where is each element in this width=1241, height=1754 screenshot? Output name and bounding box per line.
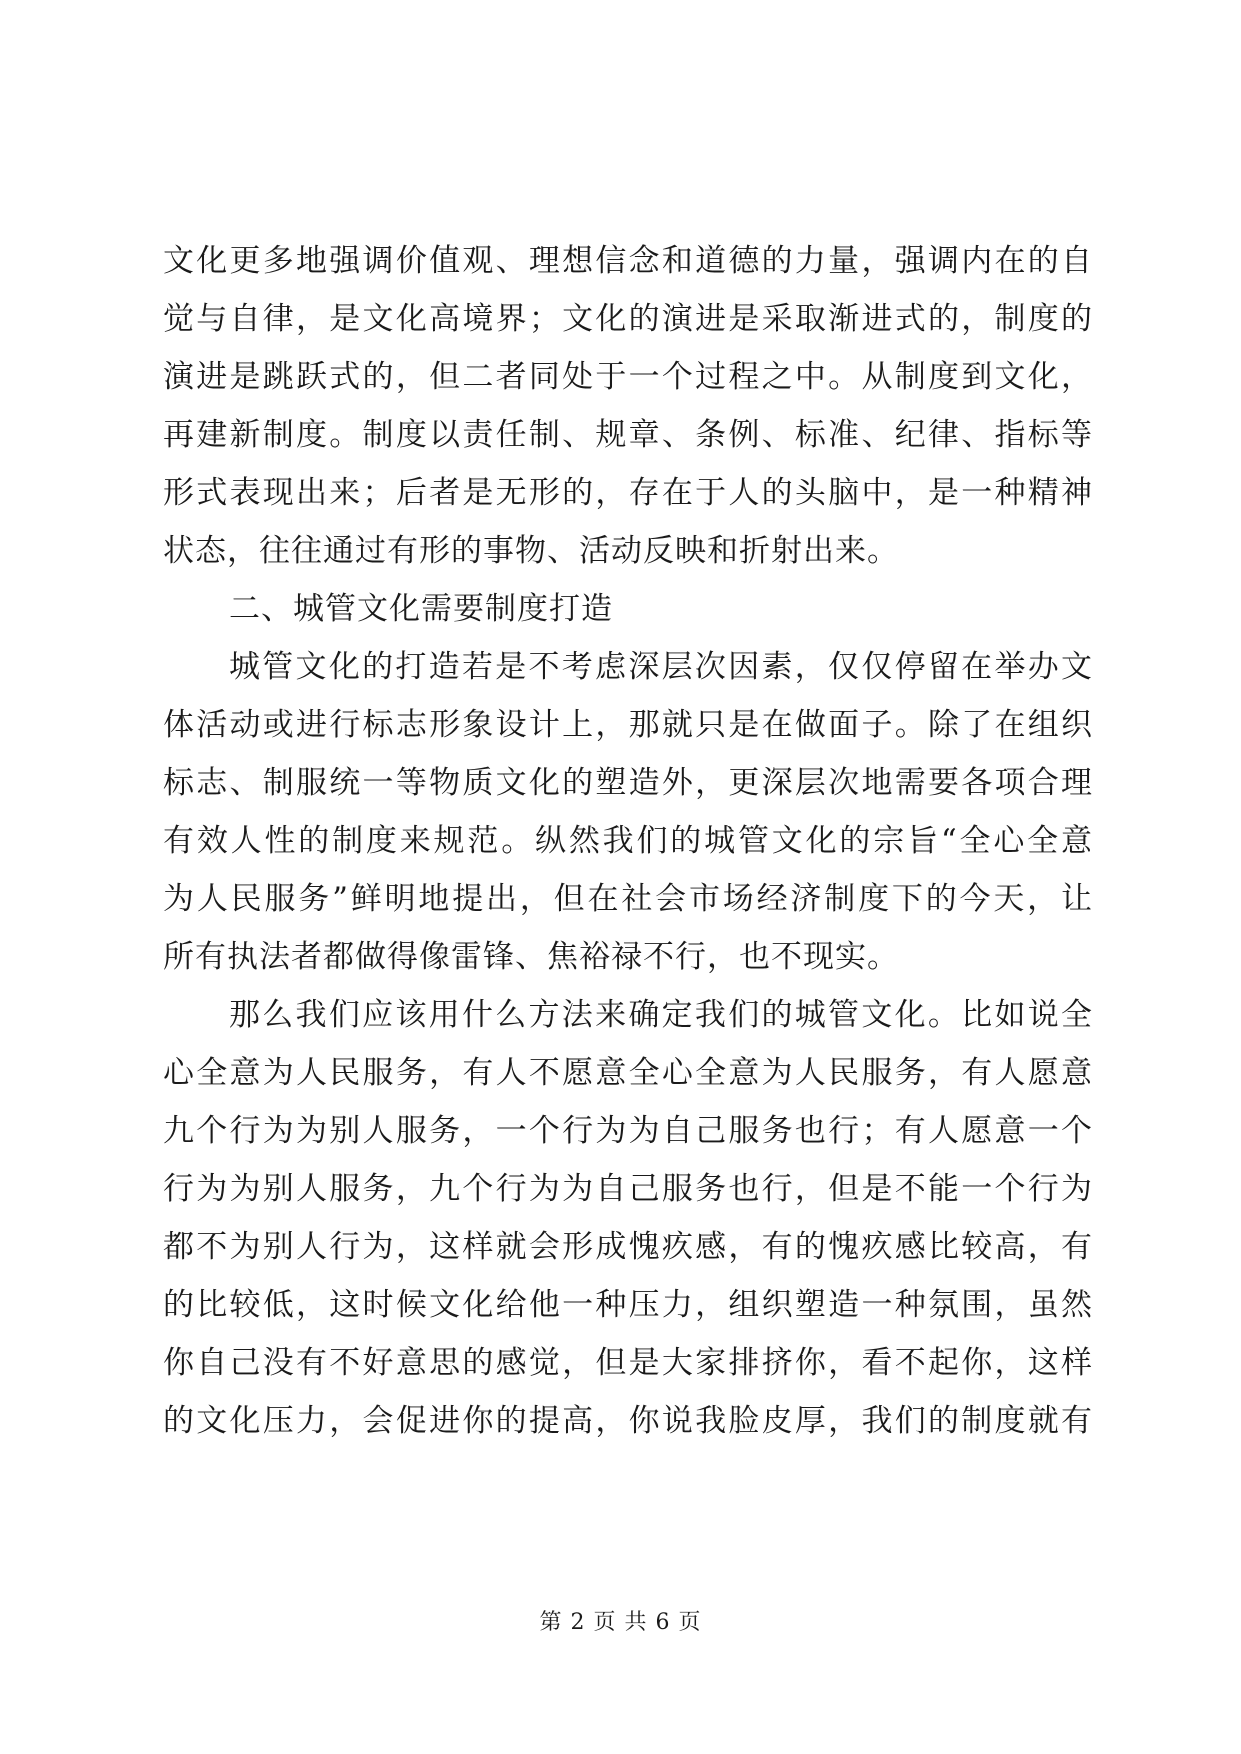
body-text	[163, 232, 1093, 1450]
text-line: 体活动或进行标志形象设计上，那就只是在做面子。除了在组织	[163, 707, 1093, 743]
text-line: 城管文化的打造若是不考虑深层次因素，仅仅停留在举办文	[229, 649, 1093, 685]
text-line: 那么我们应该用什么方法来确定我们的城管文化。比如说全	[229, 997, 1093, 1033]
text-line: 文化更多地强调价值观、理想信念和道德的力量，强调内在的自	[163, 243, 1093, 279]
text-line: 觉与自律，是文化高境界；文化的演进是采取渐进式的，制度的	[163, 301, 1093, 337]
text-line: 九个行为为别人服务，一个行为为自己服务也行；有人愿意一个	[163, 1113, 1093, 1149]
text-line: 的比较低，这时候文化给他一种压力，组织塑造一种氛围，虽然	[163, 1287, 1093, 1323]
page-number-footer: 第 2 页 共 6 页	[539, 1610, 702, 1635]
text-line: 心全意为人民服务，有人不愿意全心全意为人民服务，有人愿意	[163, 1055, 1093, 1091]
text-line: 你自己没有不好意思的感觉，但是大家排挤你，看不起你，这样	[163, 1345, 1093, 1381]
text-line: 形式表现出来；后者是无形的，存在于人的头脑中，是一种精神	[163, 475, 1093, 511]
text-line: 为人民服务”鲜明地提出，但在社会市场经济制度下的今天，让	[163, 881, 1093, 917]
text-line: 所有执法者都做得像雷锋、焦裕禄不行，也不现实。	[163, 939, 899, 975]
text-line: 都不为别人行为，这样就会形成愧疚感，有的愧疚感比较高，有	[163, 1229, 1093, 1265]
text-line: 再建新制度。制度以责任制、规章、条例、标准、纪律、指标等	[163, 417, 1093, 453]
text-line: 标志、制服统一等物质文化的塑造外，更深层次地需要各项合理	[163, 765, 1093, 801]
section-heading: 二、城管文化需要制度打造	[229, 591, 613, 627]
text-line: 有效人性的制度来规范。纵然我们的城管文化的宗旨“全心全意	[163, 823, 1093, 859]
text-line: 演进是跳跃式的，但二者同处于一个过程之中。从制度到文化，	[163, 359, 1093, 395]
text-line: 行为为别人服务，九个行为为自己服务也行，但是不能一个行为	[163, 1171, 1093, 1207]
text-line: 状态，往往通过有形的事物、活动反映和折射出来。	[163, 533, 899, 569]
text-line: 的文化压力，会促进你的提高，你说我脸皮厚，我们的制度就有	[163, 1403, 1093, 1439]
